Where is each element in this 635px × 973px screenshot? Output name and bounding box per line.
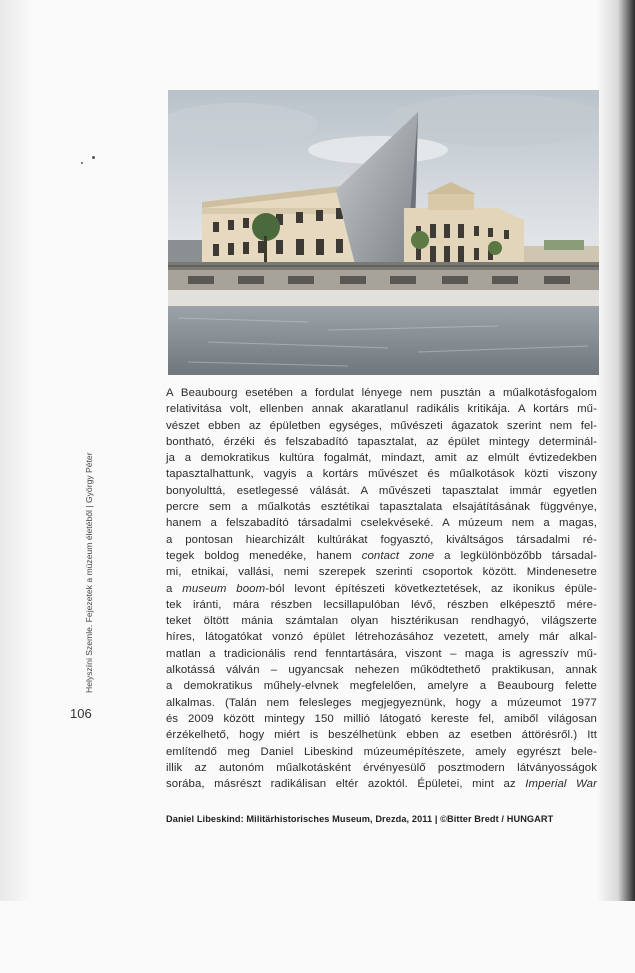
page-number: 106 xyxy=(70,706,92,721)
stray-mark xyxy=(92,156,95,159)
body-line xyxy=(166,711,597,727)
body-line xyxy=(166,548,597,564)
italic-term: Imperial War xyxy=(525,778,597,791)
body-line xyxy=(166,401,597,417)
body-line xyxy=(166,434,597,450)
body-line xyxy=(166,695,597,711)
body-text-run: -ból levont építészeti következtetések, az ikonikus épüle- xyxy=(265,582,597,595)
stray-mark xyxy=(81,162,83,164)
body-paragraph xyxy=(166,385,597,792)
body-text-run: tegek boldog menedéke, hanem xyxy=(166,549,362,562)
body-text-run: bontható, érzéki és felszabadító tapasztalat, az épület mintegy determinál- xyxy=(166,435,597,448)
running-head: Helyszíni Szemle. Fejezetek a múzeum életéből | György Péter xyxy=(84,452,94,693)
body-text-run: bonyolulttá, esetlegessé válását. A művészeti tapasztalat immár egyetlen xyxy=(166,484,597,497)
italic-term: contact zone xyxy=(361,549,435,562)
body-text-run: ja a demokratikus kultúra fogalmát, mindazt, amit az elmúlt évtizedekben xyxy=(166,452,597,465)
body-line xyxy=(166,385,597,401)
body-text-run: mi, etnikai, vallási, nemi szerepek szerinti csoportok között. Mindenesetre xyxy=(166,566,597,579)
body-line xyxy=(166,760,597,776)
body-text-run: teket öltött mánia számtalan olyan hisztérikusan rendhagyó, világszerte xyxy=(166,615,597,628)
running-head-container xyxy=(84,452,94,973)
italic-term: museum boom xyxy=(182,582,266,595)
body-text-run: és 2009 között mintegy 150 millió látogató kereste fel, amiből világosan xyxy=(166,712,597,725)
body-line xyxy=(166,597,597,613)
body-text-run: relativitása volt, ellenben annak akaratlanul radikális kritikája. A kortárs mű- xyxy=(166,403,597,416)
museum-photo-icon xyxy=(168,90,599,375)
body-text-run: alkotássá válván – ugyancsak nehezen működtethető praktikusan, annak xyxy=(166,664,597,677)
body-text-run: tek iránti, mára részben lecsillapulóban lévő, részben elképesztő mére- xyxy=(166,598,597,611)
body-line xyxy=(166,646,597,662)
body-line xyxy=(166,564,597,580)
body-text-run: érzékelhető, hogy miért is beszélhetünk ebben az esetben áttörésről.) Itt xyxy=(166,729,597,742)
body-line xyxy=(166,629,597,645)
body-text-run: illik az autonóm műalkotásként érvényesülő posztmodern látványosságok xyxy=(166,761,597,774)
body-text-run: matlan a tradicionális rend fenntartására, viszont – maga is agresszív mű- xyxy=(166,647,597,660)
body-text-run: sorába, másrészt radikálisan eltér azoktól. Épületei, mint az xyxy=(166,778,526,791)
body-line xyxy=(166,515,597,531)
body-line xyxy=(166,466,597,482)
body-line xyxy=(166,776,597,792)
body-line xyxy=(166,418,597,434)
museum-photo xyxy=(168,90,599,375)
body-line xyxy=(166,727,597,743)
page-edge-shadow xyxy=(597,0,635,901)
body-text-run: a demokratikus műhely-elvnek megfelelően, amelyre a Beaubourg felette xyxy=(166,680,597,693)
body-text-run: említendő meg Daniel Libeskind múzeumépítészete, amely egyrészt bele- xyxy=(166,745,597,758)
body-text-run: A Beaubourg esetében a fordulat lényege nem pusztán a műalkotásfogalom xyxy=(166,387,597,399)
body-text-run: a legkülönbözőbb társadal- xyxy=(434,549,597,562)
body-line xyxy=(166,483,597,499)
body-line xyxy=(166,532,597,548)
body-text-run: vészet ebben az épületben egységes, művészeti ágazatok szerint nem fel- xyxy=(166,419,597,432)
body-text-run: hanem a felszabadító társadalmi cselekvéseké. A múzeum nem a magas, xyxy=(166,517,597,530)
body-line xyxy=(166,581,597,597)
body-text-run: alkalmas. (Talán nem felesleges megjegyeznünk, hogy a múzeumot 1977 xyxy=(166,696,597,709)
photo-caption: Daniel Libeskind: Militärhistorisches Museum, Drezda, 2011 | ©Bitter Bredt / HUNGART xyxy=(166,814,554,824)
body-text-run: tapasztalhattunk, vagyis a kortárs művészet és műalkotások közti viszony xyxy=(166,468,597,481)
body-line xyxy=(166,499,597,515)
page-gutter-shadow xyxy=(0,0,34,901)
body-line xyxy=(166,678,597,694)
body-line xyxy=(166,613,597,629)
body-text-run: a xyxy=(166,582,183,595)
body-line xyxy=(166,450,597,466)
body-line xyxy=(166,744,597,760)
body-text-run: híres, látogatókat vonzó épület létrehozásához vezetett, amely már alkal- xyxy=(166,631,597,644)
body-text-run: a pontosan hiearchizált kultúrákat fogyasztó, kiváltságos társadalmi ré- xyxy=(166,533,597,546)
body-text-run: percre sem a műalkotás esztétikai tapasztalata elsajátításának függvénye, xyxy=(166,501,597,514)
body-line xyxy=(166,662,597,678)
